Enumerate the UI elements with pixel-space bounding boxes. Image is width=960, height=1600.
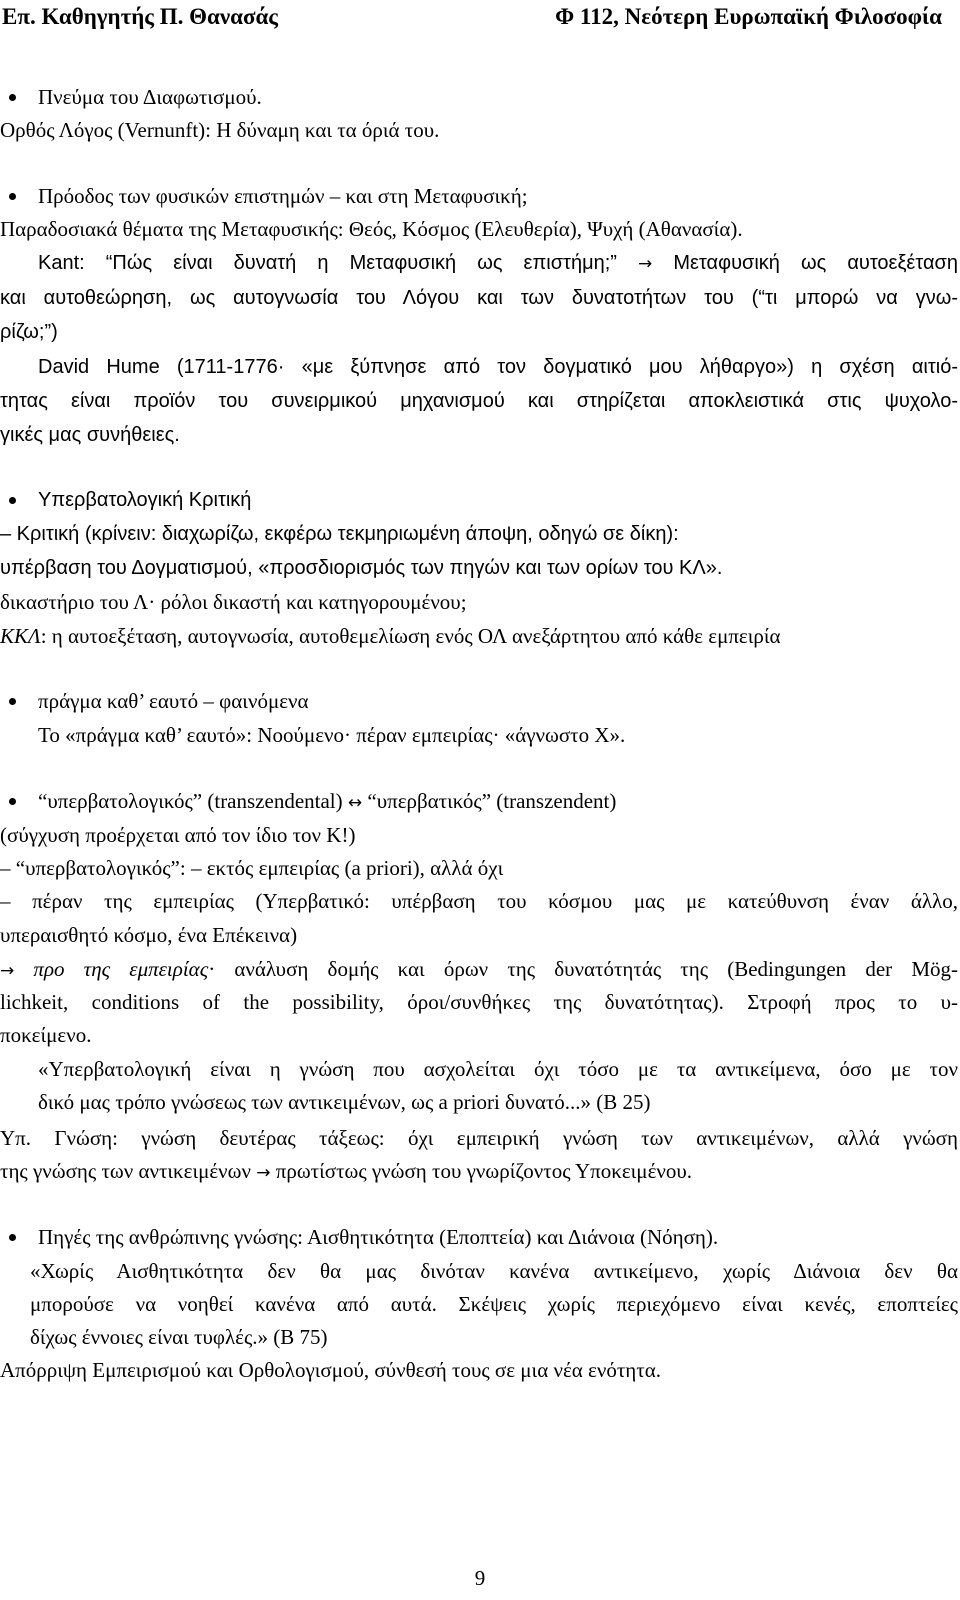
text-line: (σύγχυση προέρχεται από τον ίδιο τον Κ!) (0, 823, 356, 847)
text-line: της γνώσης των αντικειμένων → πρωτίστως γνώση του γνωρίζοντος Υποκειμένου. (0, 1159, 693, 1183)
text-line: Παραδοσιακά θέματα της Μεταφυσικής: Θεός, Κόσμος (Ελευθερία), Ψυχή (Αθανασία). (0, 217, 743, 241)
text-line: ρίζω;”) (0, 321, 58, 343)
quote-line: δικό μας τρόπο γνώσεως των αντικειμένων, ως a priori δυνατό...» (B 25) (38, 1090, 651, 1114)
bullet-item: “υπερβατολογικός” (transzendental) ↔ “υπερβατικός” (transzendent) (0, 788, 958, 816)
text-line: και αυτοθεώρηση, ως αυτογνωσία του Λόγου και των δυνατοτήτων του (“τι μπορώ να γνω- (0, 287, 958, 309)
text-line: – Κριτική (κρίνειν: διαχωρίζω, εκφέρω τεκμηριωμένη άποψη, οδηγώ σε δίκη): (0, 523, 679, 545)
quote-line: μπορούσε να νοηθεί κανένα από αυτά. Σκέψεις χωρίς περιεχόμενο είναι κενές, εποπτείες (30, 1292, 958, 1316)
bullet-item: πράγμα καθ’ εαυτό – φαινόμενα (0, 688, 958, 714)
text-line: Απόρριψη Εμπειρισμού και Ορθολογισμού, σύνθεσή τους σε μια νέα ενότητα. (0, 1358, 661, 1382)
bullet-dot (9, 698, 16, 705)
bullet-dot (9, 1234, 16, 1241)
bullet-dot (9, 497, 16, 504)
header-course: Φ 112, Νεότερη Ευρωπαϊκή Φιλοσοφία (555, 4, 942, 29)
bullet-item: Πνεύμα του Διαφωτισμού. (0, 84, 958, 110)
arrow-right-icon: → (0, 961, 15, 981)
text-line: ποκείμενο. (0, 1023, 92, 1047)
text-line: Το «πράγμα καθ’ εαυτό»: Νοούμενο· πέραν εμπειρίας· «άγνωστο Χ». (38, 723, 626, 747)
text-line: Kant: “Πώς είναι δυνατή η Μεταφυσική ως επιστήμη;” → Μεταφυσική ως αυτοεξέταση (38, 252, 958, 274)
text-line: → προ της εμπειρίας· ανάλυση δομής και όρων της δυνατότητάς της (Bedingungen der Mög- (0, 957, 958, 981)
bullet-dot (9, 193, 16, 200)
arrow-both-icon: ↔ (347, 793, 363, 813)
text-line: γικές μας συνήθειες. (0, 424, 180, 446)
quote-line: δίχως έννοιες είναι τυφλές.» (B 75) (30, 1325, 328, 1349)
arrow-right-icon: → (256, 1163, 271, 1183)
text-line: υπεραισθητό κόσμο, ένα Επέκεινα) (0, 923, 298, 947)
bullet-item: Πρόοδος των φυσικών επιστημών – και στη Μεταφυσική; (0, 183, 958, 209)
text-line: ΚΚΛ: η αυτοεξέταση, αυτογνωσία, αυτοθεμελίωση ενός ΟΛ ανεξάρτητου από κάθε εμπειρία (0, 624, 781, 648)
bullet-dot (9, 94, 16, 101)
bullet-dot (9, 798, 16, 805)
text-line: υπέρβαση του Δογματισμού, «προσδιορισμός των πηγών και των ορίων του ΚΛ». (0, 557, 723, 579)
page-number: 9 (474, 1566, 486, 1590)
text-line: – πέραν της εμπειρίας (Υπερβατικό: υπέρβαση του κόσμου μας με κατεύθυνση έναν άλλο, (0, 889, 958, 913)
text-line: lichkeit, conditions of the possibility, όροι/συνθήκες της δυνατότητας). Στροφή προς το υ- (0, 990, 958, 1014)
arrow-right-icon: → (638, 254, 653, 274)
bullet-item: Υπερβατολογική Κριτική (0, 487, 958, 513)
bullet-item: Πηγές της ανθρώπινης γνώσης: Αισθητικότητα (Εποπτεία) και Διάνοια (Νόηση). (0, 1224, 958, 1250)
text-line: δικαστήριο του Λ· ρόλοι δικαστή και κατηγορουμένου; (0, 590, 467, 614)
text-line: τητας είναι προϊόν του συνειρμικού μηχανισμού και στηρίζεται αποκλειστικά στις ψυχολο- (0, 390, 958, 412)
text-line: – “υπερβατολογικός”: – εκτός εμπειρίας (a priori), αλλά όχι (0, 856, 504, 880)
text-line: Υπ. Γνώση: γνώση δευτέρας τάξεως: όχι εμπειρική γνώση των αντικειμένων, αλλά γνώση (0, 1126, 958, 1150)
text-line: David Hume (1711-1776· «με ξύπνησε από τον δογματικό μου λήθαργο») η σχέση αιτιό- (38, 356, 958, 378)
quote-line: «Υπερβατολογική είναι η γνώση που ασχολείται όχι τόσο με τα αντικείμενα, όσο με τον (38, 1057, 958, 1081)
header-author: Επ. Καθηγητής Π. Θανασάς (2, 4, 279, 29)
text-line: Ορθός Λόγος (Vernunft): Η δύναμη και τα όριά του. (0, 118, 440, 142)
quote-line: «Χωρίς Αισθητικότητα δεν θα μας δινόταν κανένα αντικείμενο, χωρίς Διάνοια δεν θα (30, 1259, 958, 1283)
